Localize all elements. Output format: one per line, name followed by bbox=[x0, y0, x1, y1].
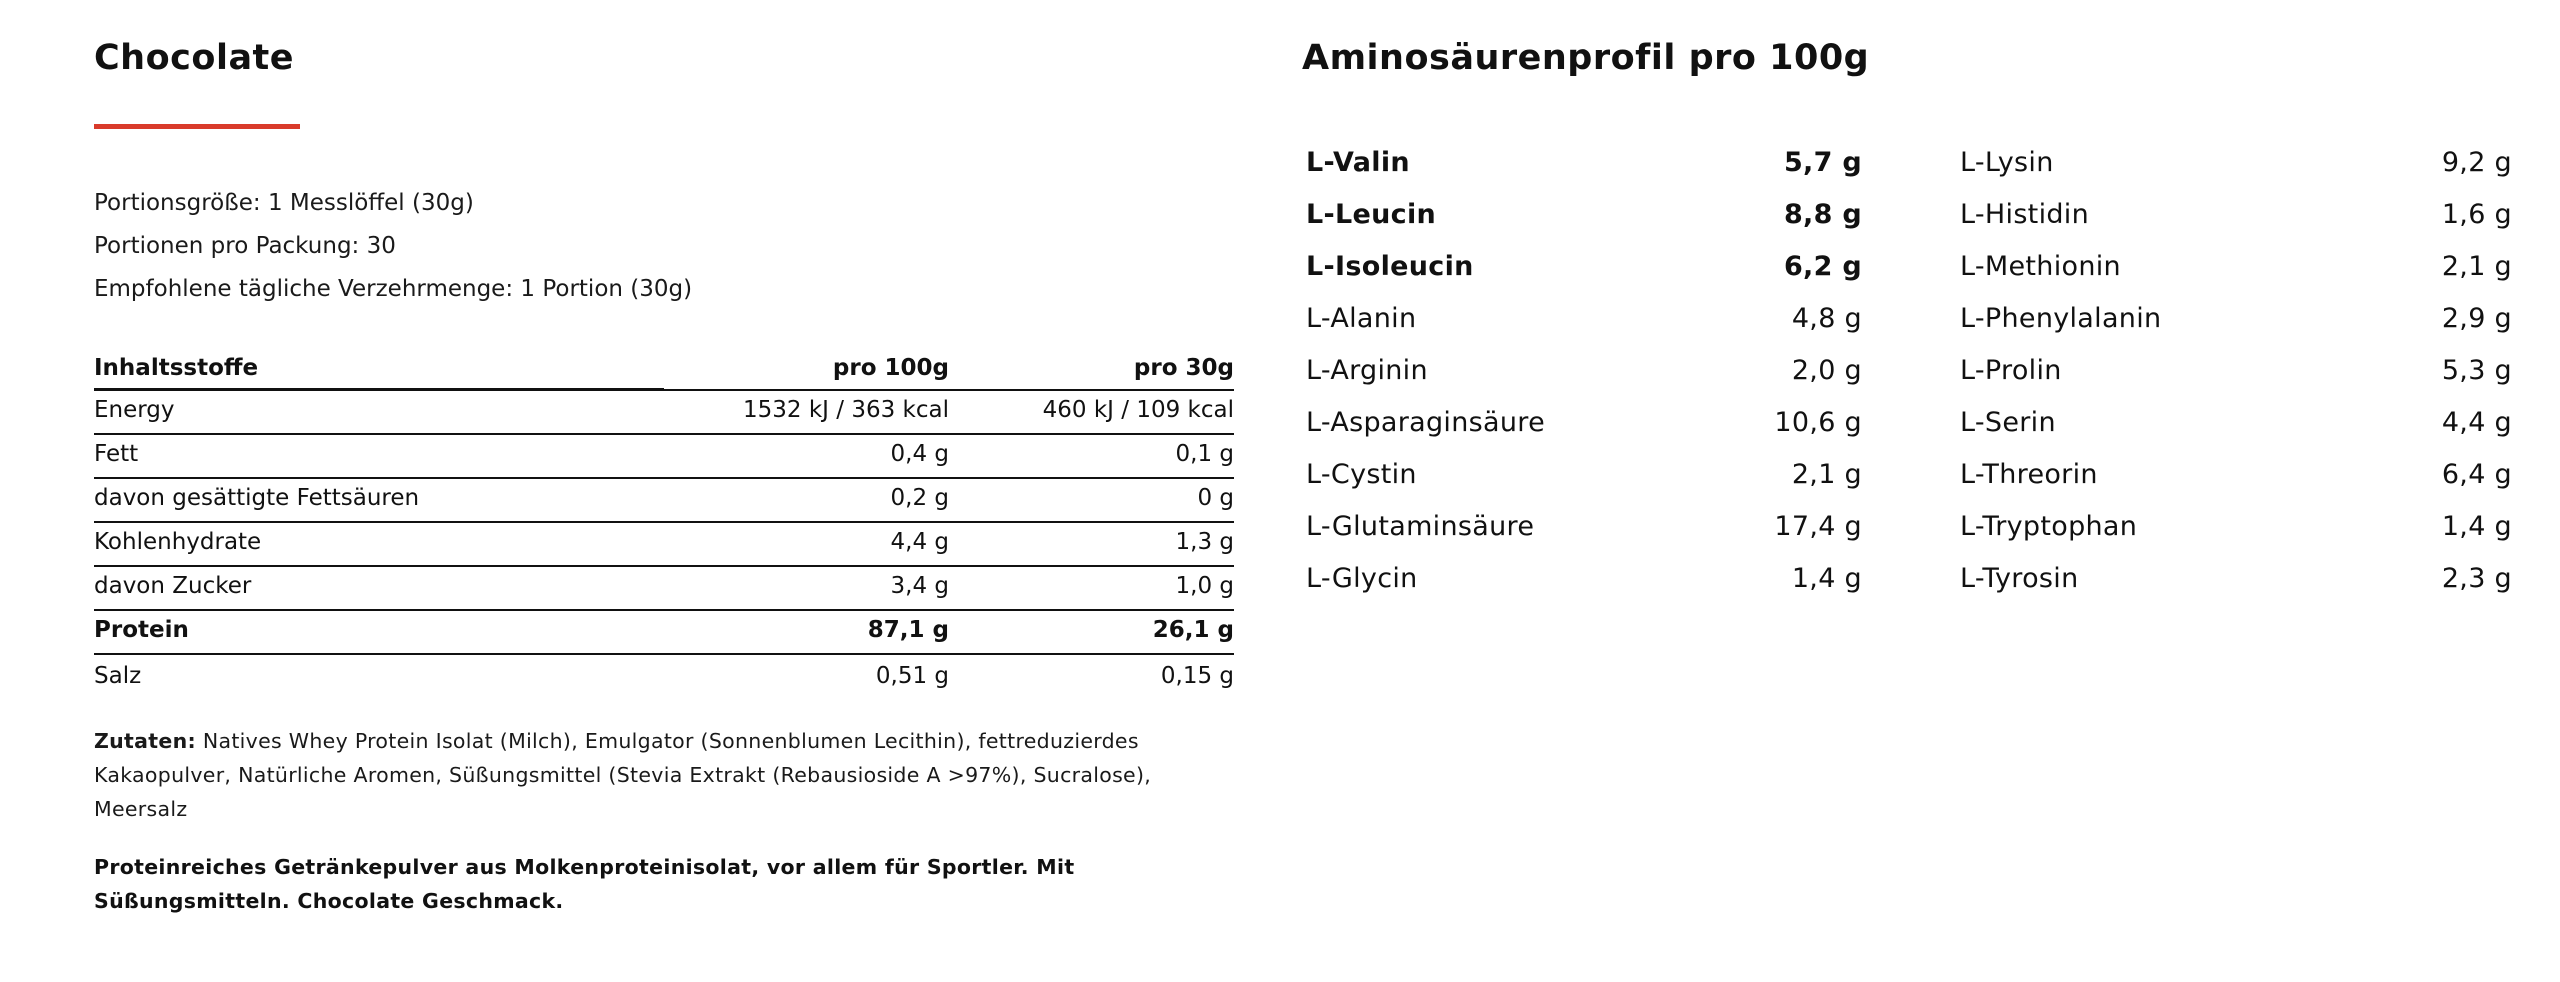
nutrition-table bbox=[94, 342, 1234, 699]
amino-row bbox=[1306, 511, 1862, 563]
amino-row bbox=[1306, 147, 1862, 199]
amino-row bbox=[1960, 147, 2512, 199]
header-ingredients: Inhaltsstoffe bbox=[94, 355, 259, 381]
row-per-100g: 4,4 g bbox=[890, 529, 949, 555]
row-name: Salz bbox=[94, 663, 142, 689]
table-row bbox=[94, 567, 1234, 611]
amino-row bbox=[1306, 355, 1862, 407]
amino-value: 5,7 g bbox=[1783, 147, 1862, 178]
amino-name: L-Tyrosin bbox=[1960, 563, 2079, 594]
amino-name: L-Cystin bbox=[1306, 459, 1417, 490]
amino-value: 1,4 g bbox=[2441, 511, 2512, 542]
table-row bbox=[94, 655, 1234, 699]
amino-title: Aminosäurenprofil pro 100g bbox=[1302, 38, 1870, 78]
amino-row bbox=[1960, 303, 2512, 355]
row-per-100g: 87,1 g bbox=[867, 617, 949, 643]
row-name: Fett bbox=[94, 441, 139, 467]
row-per-100g: 0,2 g bbox=[890, 485, 949, 511]
header-per-30g: pro 30g bbox=[1133, 355, 1234, 381]
amino-name: L-Isoleucin bbox=[1306, 251, 1474, 282]
amino-value: 2,1 g bbox=[2441, 251, 2512, 282]
amino-value: 1,4 g bbox=[1791, 563, 1862, 594]
amino-row bbox=[1960, 407, 2512, 459]
amino-name: L-Arginin bbox=[1306, 355, 1428, 386]
amino-row bbox=[1306, 563, 1862, 615]
table-row bbox=[94, 479, 1234, 523]
amino-value: 2,0 g bbox=[1791, 355, 1862, 386]
table-row bbox=[94, 391, 1234, 435]
amino-value: 9,2 g bbox=[2441, 147, 2512, 178]
serving-size-text: Portionsgröße: 1 Messlöffel (30g) bbox=[94, 190, 474, 216]
amino-list-right bbox=[1960, 147, 2512, 615]
amino-row bbox=[1306, 303, 1862, 355]
row-per-30g: 460 kJ / 109 kcal bbox=[1042, 397, 1234, 423]
amino-row bbox=[1306, 251, 1862, 303]
amino-row bbox=[1960, 355, 2512, 407]
amino-value: 8,8 g bbox=[1783, 199, 1862, 230]
servings-per-pack-text: Portionen pro Packung: 30 bbox=[94, 233, 396, 259]
row-per-30g: 1,0 g bbox=[1175, 573, 1234, 599]
amino-value: 2,3 g bbox=[2441, 563, 2512, 594]
amino-name: L-Glutaminsäure bbox=[1306, 511, 1535, 542]
amino-name: L-Tryptophan bbox=[1960, 511, 2138, 542]
row-per-100g: 0,4 g bbox=[890, 441, 949, 467]
amino-value: 2,1 g bbox=[1791, 459, 1862, 490]
row-per-30g: 26,1 g bbox=[1152, 617, 1234, 643]
row-name: davon gesättigte Fettsäuren bbox=[94, 485, 420, 511]
amino-name: L-Phenylalanin bbox=[1960, 303, 2162, 334]
amino-row bbox=[1306, 199, 1862, 251]
table-row bbox=[94, 611, 1234, 655]
amino-name: L-Serin bbox=[1960, 407, 2056, 438]
nutrition-table-header bbox=[94, 342, 1234, 391]
table-row bbox=[94, 523, 1234, 567]
row-per-100g: 0,51 g bbox=[875, 663, 949, 689]
amino-name: L-Leucin bbox=[1306, 199, 1437, 230]
amino-row bbox=[1960, 563, 2512, 615]
row-per-100g: 1532 kJ / 363 kcal bbox=[743, 397, 949, 423]
row-per-30g: 0 g bbox=[1197, 485, 1234, 511]
amino-row bbox=[1960, 511, 2512, 563]
amino-name: L-Histidin bbox=[1960, 199, 2090, 230]
amino-row bbox=[1960, 459, 2512, 511]
row-name: Energy bbox=[94, 397, 175, 423]
row-name: Kohlenhydrate bbox=[94, 529, 262, 555]
ingredients-label: Zutaten: bbox=[94, 729, 196, 753]
amino-row bbox=[1306, 459, 1862, 511]
amino-value: 6,2 g bbox=[1783, 251, 1862, 282]
row-per-30g: 0,1 g bbox=[1175, 441, 1234, 467]
amino-name: L-Methionin bbox=[1960, 251, 2121, 282]
amino-name: L-Alanin bbox=[1306, 303, 1417, 334]
row-per-100g: 3,4 g bbox=[890, 573, 949, 599]
recommended-intake-text: Empfohlene tägliche Verzehrmenge: 1 Portion (30g) bbox=[94, 276, 693, 302]
amino-value: 5,3 g bbox=[2441, 355, 2512, 386]
amino-value: 10,6 g bbox=[1774, 407, 1862, 438]
product-description: Proteinreiches Getränkepulver aus Molkenproteinisolat, vor allem für Sportler. Mit Süßungsmitteln. Chocolate Geschmack. bbox=[94, 855, 1075, 913]
row-name: Protein bbox=[94, 617, 189, 643]
amino-value: 17,4 g bbox=[1774, 511, 1862, 542]
amino-value: 4,4 g bbox=[2441, 407, 2512, 438]
row-per-30g: 0,15 g bbox=[1160, 663, 1234, 689]
amino-value: 1,6 g bbox=[2441, 199, 2512, 230]
ingredients-text bbox=[94, 724, 1234, 826]
amino-value: 4,8 g bbox=[1791, 303, 1862, 334]
header-per-100g: pro 100g bbox=[832, 355, 949, 381]
amino-value: 2,9 g bbox=[2441, 303, 2512, 334]
amino-row bbox=[1306, 407, 1862, 459]
row-name: davon Zucker bbox=[94, 573, 252, 599]
table-row bbox=[94, 435, 1234, 479]
amino-name: L-Valin bbox=[1306, 147, 1410, 178]
amino-name: L-Glycin bbox=[1306, 563, 1418, 594]
amino-name: L-Threorin bbox=[1960, 459, 2098, 490]
title-accent-line bbox=[94, 124, 300, 129]
amino-value: 6,4 g bbox=[2441, 459, 2512, 490]
amino-list-left bbox=[1306, 147, 1862, 615]
row-per-30g: 1,3 g bbox=[1175, 529, 1234, 555]
amino-name: L-Prolin bbox=[1960, 355, 2062, 386]
amino-name: L-Lysin bbox=[1960, 147, 2054, 178]
amino-name: L-Asparaginsäure bbox=[1306, 407, 1545, 438]
flavor-title: Chocolate bbox=[94, 38, 295, 78]
amino-row bbox=[1960, 251, 2512, 303]
ingredients-list: Natives Whey Protein Isolat (Milch), Emulgator (Sonnenblumen Lecithin), fettreduzierdes Kakaopulver, Natürliche Aromen, Süßungsmittel (Stevia Extrakt (Rebausioside A >97%), Sucralose), Meersalz bbox=[94, 729, 1152, 821]
amino-row bbox=[1960, 199, 2512, 251]
